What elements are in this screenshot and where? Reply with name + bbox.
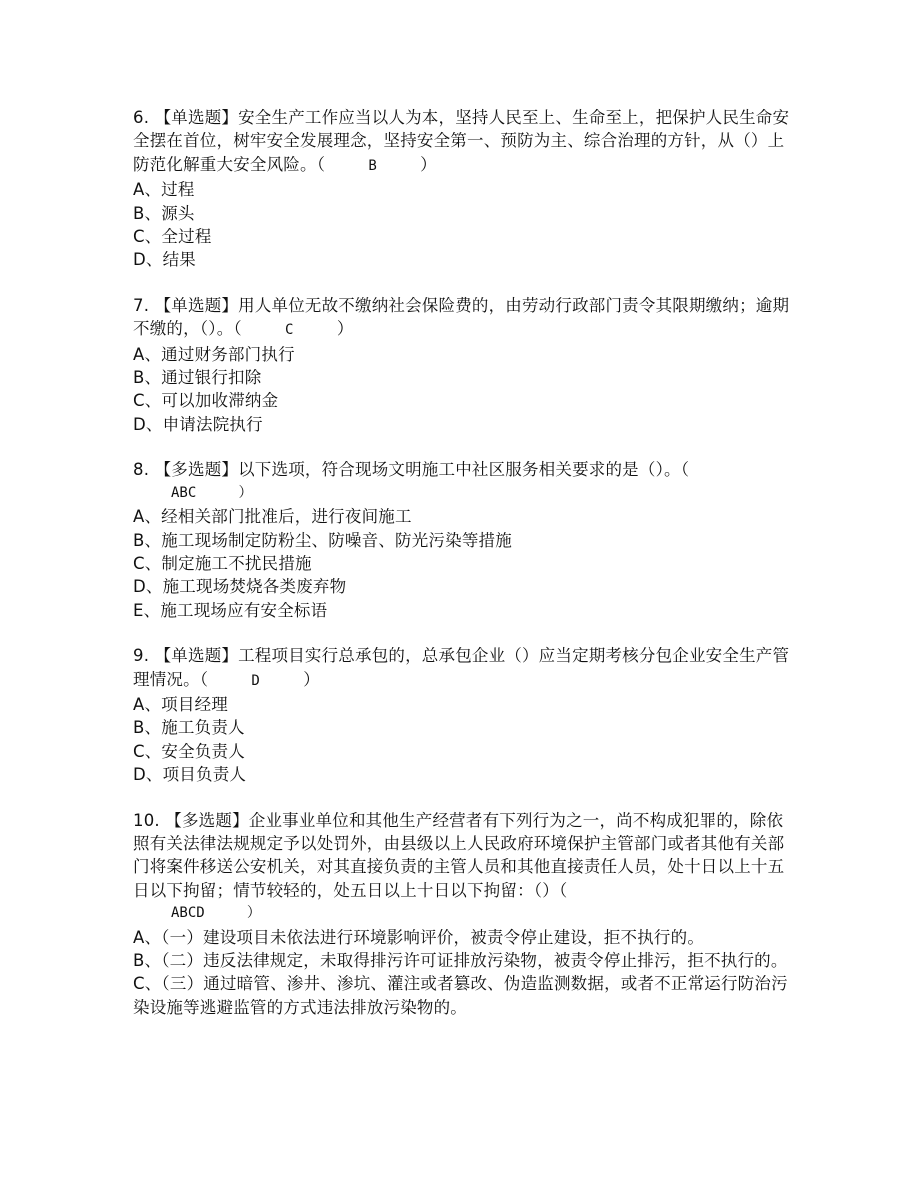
answer-key: D — [251, 672, 261, 689]
stem-text: 9. 【单选题】工程项目实行总承包的，总承包企业（）应当定期考核分包企业安全生产管理情况。（ — [133, 646, 790, 689]
option-c: C、安全负责人 — [133, 741, 245, 761]
question-stem — [133, 106, 793, 178]
option-b: B、通过银行扣除 — [133, 368, 262, 388]
option-c: C、（三）通过暗管、渗井、渗坑、灌注或者篡改、伪造监测数据，或者不正常运行防治污染设施等逃避监管的方式违法排放污染物的。 — [133, 974, 788, 1017]
option-d: D、申请法院执行 — [133, 414, 263, 434]
question-6 — [133, 106, 793, 272]
answer-close: ） — [238, 484, 253, 501]
question-10 — [133, 809, 793, 1020]
option-d: D、结果 — [133, 250, 197, 270]
stem-text: 8. 【多选题】以下选项，符合现场文明施工中社区服务相关要求的是（）。（ — [133, 460, 690, 480]
answer-close: ） — [336, 319, 354, 339]
question-stem — [133, 294, 793, 343]
option-b: B、源头 — [133, 203, 195, 223]
option-a: A、经相关部门批准后，进行夜间施工 — [133, 507, 412, 527]
answer-line — [133, 482, 793, 505]
option-c: C、可以加收滞纳金 — [133, 391, 279, 411]
option-d: D、项目负责人 — [133, 765, 247, 785]
question-9 — [133, 644, 793, 786]
question-stem — [133, 644, 793, 693]
option-b: B、施工现场制定防粉尘、防噪音、防光污染等措施 — [133, 530, 512, 550]
option-a: A、（一）建设项目未依法进行环境影响评价，被责令停止建设，拒不执行的。 — [133, 927, 705, 947]
option-a: A、通过财务部门执行 — [133, 344, 295, 364]
question-8 — [133, 458, 793, 622]
option-a: A、项目经理 — [133, 694, 228, 714]
answer-key: ABC — [171, 484, 197, 501]
stem-text: 6. 【单选题】安全生产工作应当以人为本，坚持人民至上、生命至上，把保护人民生命安全摆在首位，树牢安全发展理念，坚持安全第一、预防为主、综合治理的方针，从（）上防范化解重大安全风险。（ — [133, 108, 790, 174]
option-d: D、施工现场焚烧各类废弃物 — [133, 577, 347, 597]
option-c: C、制定施工不扰民措施 — [133, 553, 312, 573]
question-stem — [133, 458, 793, 481]
answer-line — [133, 902, 793, 925]
exam-page — [133, 106, 793, 1041]
question-stem — [133, 809, 793, 903]
option-b: B、施工负责人 — [133, 718, 245, 738]
answer-close: ） — [246, 905, 261, 922]
option-e: E、施工现场应有安全标语 — [133, 600, 328, 620]
answer-close: ） — [420, 154, 437, 174]
stem-text: 10. 【多选题】企业事业单位和其他生产经营者有下列行为之一，尚不构成犯罪的，除依照有关法律法规规定予以处罚外，由县级以上人民政府环境保护主管部门或者其他有关部门将案件移送公安机关，对其直接负责的主管人员和其他直接责任人员，处十日以上十五日以下拘留；情节较轻的，处五日以上十日以下拘留：（）（ — [133, 810, 785, 900]
question-7 — [133, 294, 793, 436]
option-b: B、（二）违反法律规定，未取得排污许可证排放污染物，被责令停止排污，拒不执行的。 — [133, 951, 788, 970]
answer-key: ABCD — [171, 905, 205, 922]
answer-key: B — [368, 157, 377, 174]
answer-close: ） — [303, 669, 320, 689]
answer-key: C — [285, 322, 294, 339]
option-a: A、过程 — [133, 180, 195, 200]
stem-text: 7. 【单选题】用人单位无故不缴纳社会保险费的，由劳动行政部门责令其限期缴纳；逾期不缴的，（）。（ — [133, 295, 790, 339]
option-c: C、全过程 — [133, 227, 212, 247]
